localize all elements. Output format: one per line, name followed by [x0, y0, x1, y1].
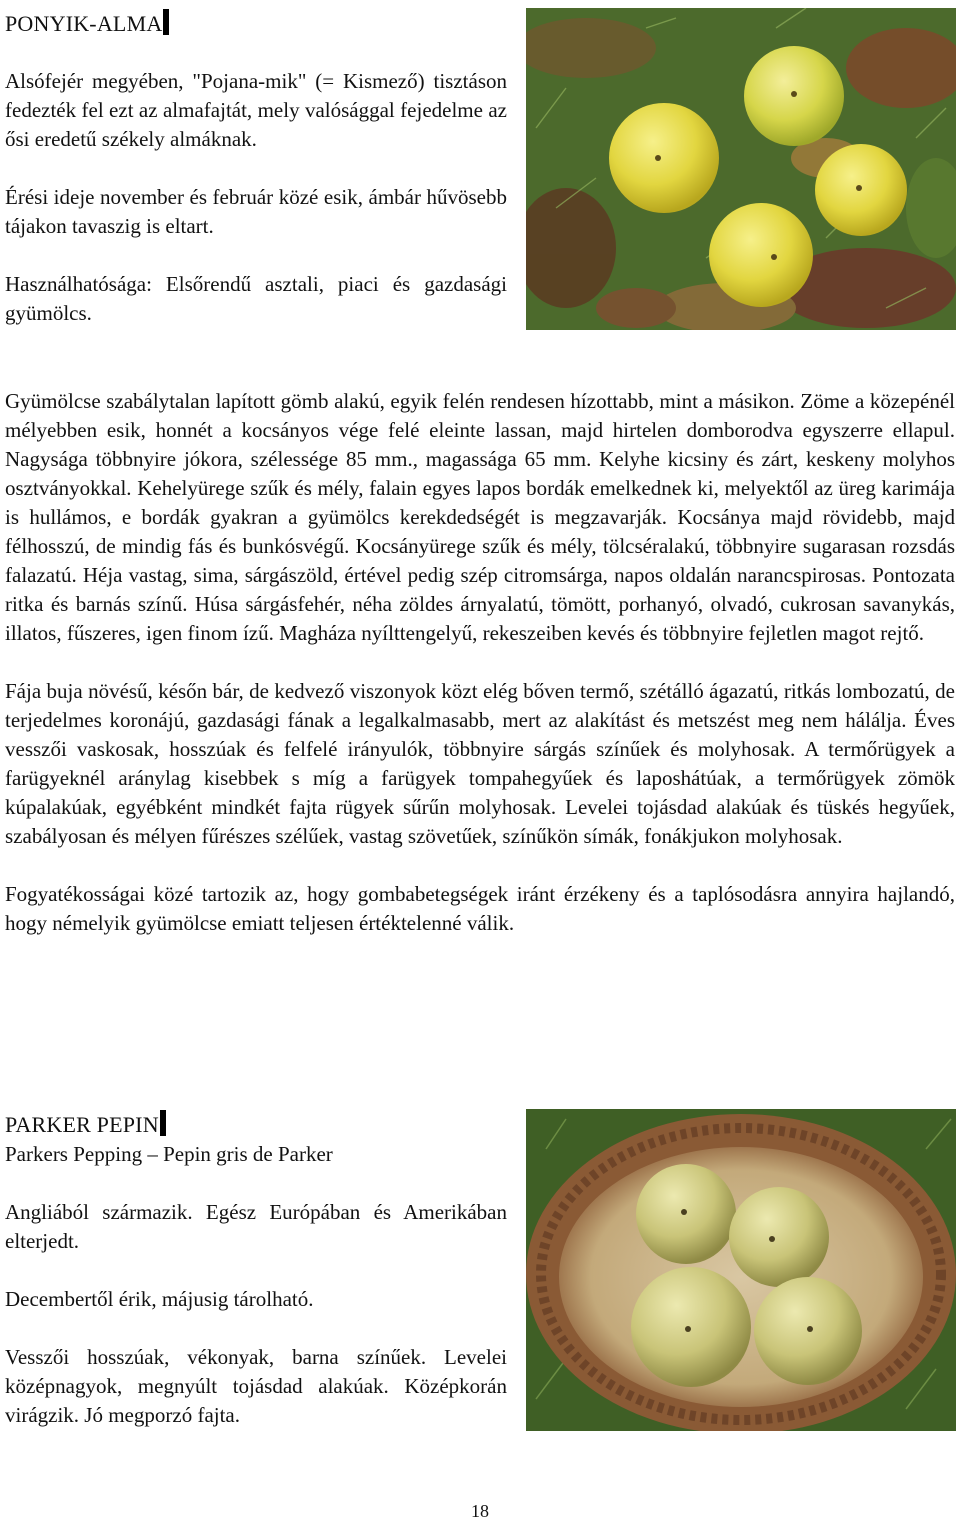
tree-description-paragraph: Fája buja növésű, későn bár, de kedvező viszonyok közt elég bőven termő, szétálló ágazatú, ritkás lombozatú, de terjedelmes koronájú, gazdasági fának a legalkalmasabb, mert az alakítást és metszést meg nem hálálja. Éves vesszői vaskosak, hosszúak és felfelé irányulók, többnyire sárgás színűek és molyhosak. A termőrügyek a farügyeknél aránylag kisebbek s míg a farügyek tompahegyűek és laposhátúak, a termőrügyek zömök kúpalakúak, egyébként mindkét fajta rügyek sűrűn molyhosak. Levelei tojásdad alakúak és tüskés hegyűek, szabályosan és mélyen fűrészes szélűek, vastag szövetűek, színűkön símák, fonákjukon molyhosak. — [5, 679, 955, 848]
apples-in-basket-photo — [526, 1109, 956, 1431]
fruit-description-paragraph: Gyümölcse szabálytalan lapított gömb alakú, egyik felén rendesen hízottabb, mint a másikon. Zöme a közepénél mélyebben esik, honnét a kocsányos vége felé eleinte lassan, majd hirtelen domborodva egyszerre ellapul. Nagysága többnyire jókora, szélessége 85 mm., magassága 65 mm. Kelyhe kicsiny és zárt, keskeny molyhos osztványokkal. Kehelyürege szűk és mély, falain egyes lapos bordák emelkednek ki, melyektől az üreg karimája is hullámos, e bordák gyakran a gyümölcs kerekdedségét is megzavarják. Kocsánya majd rövidebb, majd félhosszú, de mindig fás és bunkósvégű. Kocsányürege szűk és mély, tölcséralakú, többnyire sugarasan rozsdás falazatú. Héja vastag, sima, sárgászöld, értével pedig szép citromsárga, napos oldalán narancspirosas. Pontozata ritka és barnás színű. Húsa sárgásfehér, néha zöldes árnyalatú, tömött, porhanyó, olvadó, cukrosan savanykás, illatos, fűszeres, igen finom ízű. Magháza nyílttengelyű, rekeszeiben kevés és többnyire fejletlen magot rejtő. — [5, 389, 955, 645]
page-number: 18 — [471, 1501, 489, 1521]
intro-paragraph-usage: Használhatósága: Elsőrendű asztali, piaci és gazdasági gyümölcs. — [5, 272, 507, 325]
text-cursor — [163, 9, 169, 35]
apples-on-grass-photo — [526, 8, 956, 330]
text-cursor — [160, 1110, 166, 1136]
description-body — [5, 387, 955, 938]
parker-ripening-paragraph: Decembertől érik, májusig tárolható. — [5, 1287, 314, 1311]
parker-pepin-column — [5, 1198, 507, 1430]
section-title-parker-pepin: PARKER PEPIN — [5, 1110, 166, 1140]
section-title-ponyik-alma: PONYIK-ALMA — [5, 9, 169, 39]
intro-paragraph-ripening: Érési ideje november és február közé esik, ámbár hűvösebb tájakon tavaszig is eltart. — [5, 185, 507, 238]
parker-shoots-paragraph: Vesszői hosszúak, vékonyak, barna színűek. Levelei középnagyok, megnyúlt tojásdad alakúak. Középkorán virágzik. Jó megporzó fajta. — [5, 1345, 507, 1427]
deficiencies-paragraph: Fogyatékosságai közé tartozik az, hogy gombabetegségek iránt érzékeny és a taplósodásra annyira hajlandó, hogy némelyik gyümölcse emiatt teljesen értéktelenné válik. — [5, 882, 955, 935]
parker-pepin-subtitle: Parkers Pepping – Pepin gris de Parker — [5, 1142, 333, 1166]
intro-paragraph-origin: Alsófejér megyében, "Pojana-mik" (= Kismező) tisztáson fedezték fel ezt az almafajtát, mely valósággal fejedelme az ősi eredetű székely almáknak. — [5, 69, 507, 151]
parker-origin-paragraph: Angliából származik. Egész Európában és Amerikában elterjedt. — [5, 1200, 507, 1253]
intro-column — [5, 67, 507, 328]
